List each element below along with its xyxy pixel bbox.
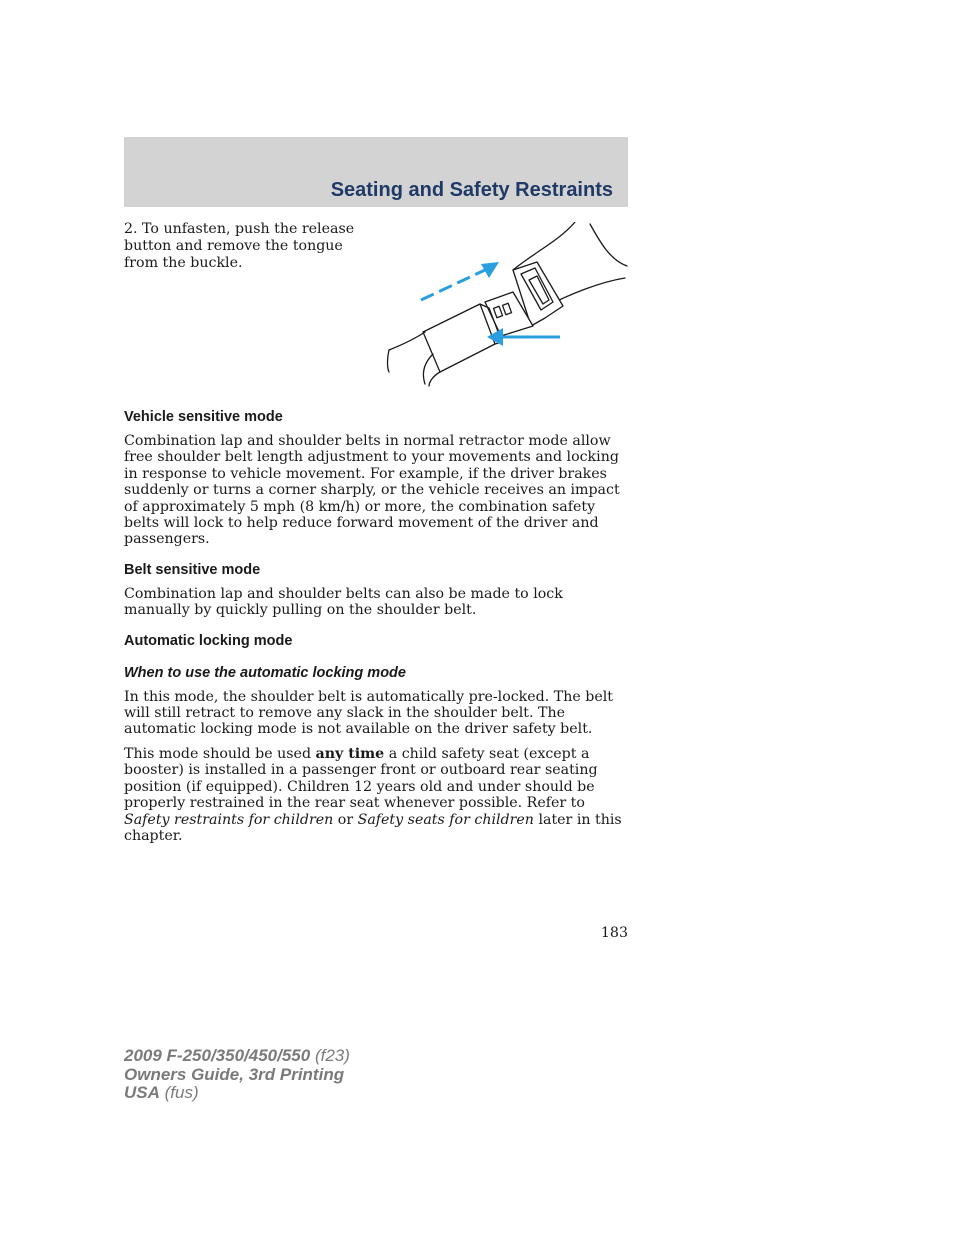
heading-vehicle-sensitive-mode: Vehicle sensitive mode [124,409,283,425]
heading-automatic-locking-mode: Automatic locking mode [124,632,293,649]
seatbelt-illustration [385,222,630,387]
heading-belt-sensitive-mode: Belt sensitive mode [124,561,261,578]
page-number: 183 [600,925,628,941]
page-title: Seating and Safety Restraints [330,179,613,201]
reference-safety-restraints-for-children: Safety restraints for children [124,811,334,828]
footer-line-model: 2009 F-250/350/450/550 (f23) [124,1046,350,1065]
paragraph-automatic-locking-2: This mode should be used any time a child safety seat (except a booster) is installed in a passenger front or outboard rear seating position (if equipped). Children 12 years old and under should be properly restrained in the rear seat whenever possible. Refer to Safety restraints for children or Safety seats for children later in this chapter. [124,745,622,844]
paragraph-belt-sensitive-mode: Combination lap and shoulder belts can also be made to lock manually by quickly pulling on the shoulder belt. [124,585,563,619]
main-content [124,408,630,857]
reference-safety-seats-for-children: Safety seats for children [357,811,534,828]
footer-line-guide: Owners Guide, 3rd Printing [124,1064,345,1084]
header-band [124,137,628,207]
emphasis-any-time: any time [315,745,385,762]
paragraph-automatic-locking-1: In this mode, the shoulder belt is automatically pre-locked. The belt will still retract to remove any slack in the shoulder belt. The automatic locking mode is not available on the driver safety belt. [124,688,614,738]
instruction-step-2: 2. To unfasten, push the release button and remove the tongue from the buckle. [124,221,355,271]
footer-line-region: USA (fus) [124,1083,199,1102]
document-footer [124,1047,350,1103]
paragraph-vehicle-sensitive-mode: Combination lap and shoulder belts in normal retractor mode allow free shoulder belt length adjustment to your movements and locking in response to vehicle movement. For example, if the driver brakes suddenly or turns a corner sharply, or the vehicle receives an impact of approximately 5 mph (8 km/h) or more, the combination safety belts will lock to help reduce forward movement of the driver and passengers. [124,433,620,548]
subheading-when-to-use: When to use the automatic locking mode [124,664,406,681]
